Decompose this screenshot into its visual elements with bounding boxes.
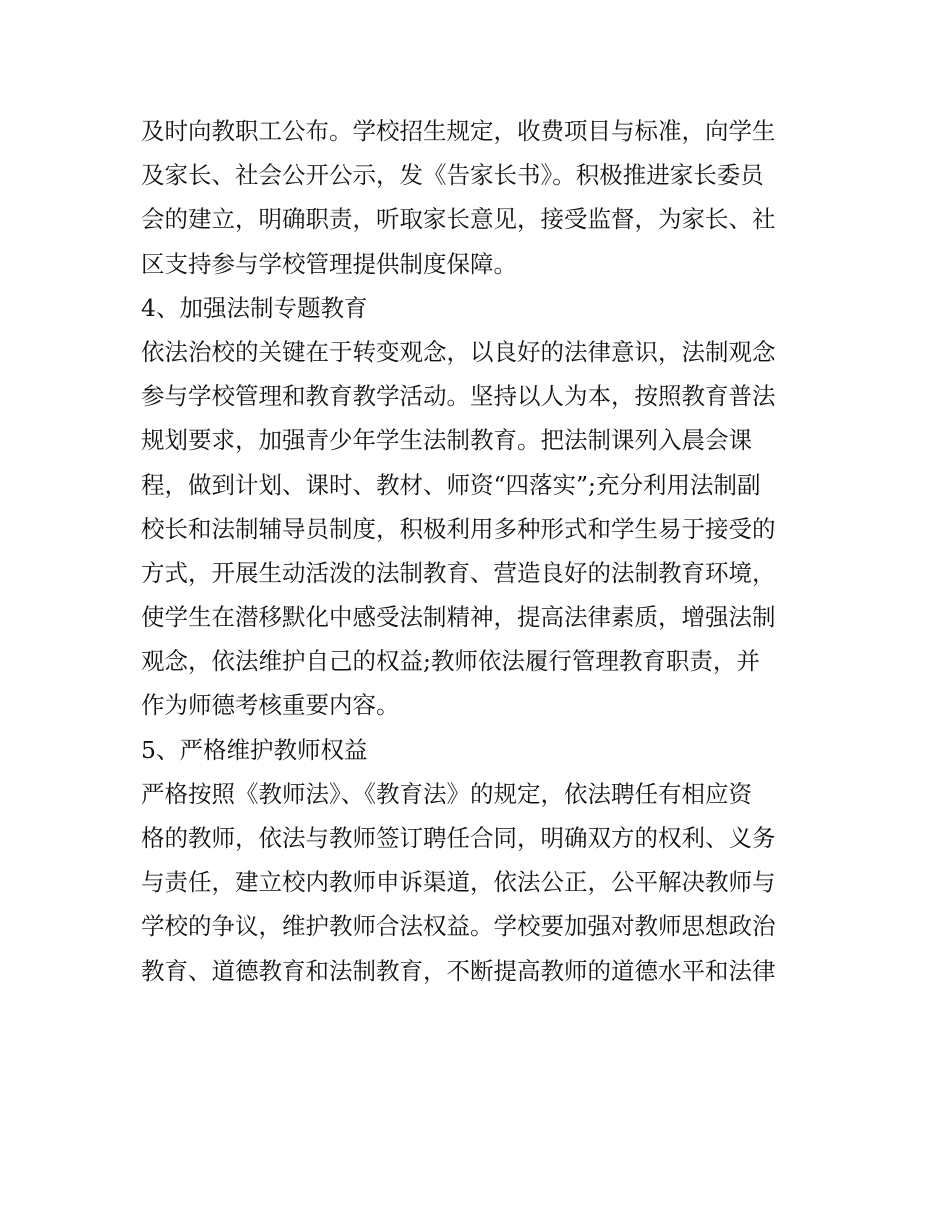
- text-line: 与责任，建立校内教师申诉渠道，依法公正，公平解决教师与: [141, 868, 776, 897]
- text-line: 教育、道德教育和法制教育，不断提高教师的道德水平和法律: [141, 956, 776, 985]
- text-line: 格的教师，依法与教师签订聘任合同，明确双方的权利、义务: [141, 824, 776, 852]
- text-line: 依法治校的关键在于转变观念，以良好的法律意识，法制观念: [141, 337, 776, 366]
- text-line: 作为师德考核重要内容。: [141, 691, 400, 720]
- text-line: 参与学校管理和教育教学活动。坚持以人为本，按照教育普法: [141, 382, 776, 411]
- text-line: 会的建立，明确职责，听取家长意见，接受监督，为家长、社: [141, 205, 776, 234]
- text-line: 及家长、社会公开公示，发《告家长书》。积极推进家长委员: [141, 161, 764, 190]
- text-line: 程，做到计划、课时、教材、师资“四落实”;充分利用法制副: [141, 470, 761, 499]
- text-line: 方式，开展生动活泼的法制教育、营造良好的法制教育环境，: [141, 558, 776, 587]
- text-line: 区支持参与学校管理提供制度保障。: [141, 249, 517, 278]
- document-body: [141, 109, 821, 993]
- text-line: 及时向教职工公布。学校招生规定，收费项目与标准，向学生: [141, 117, 776, 145]
- section-heading: 5、严格维护教师权益: [141, 735, 368, 764]
- text-line: 观念，依法维护自己的权益;教师依法履行管理教育职责，并: [141, 647, 760, 676]
- text-line: 规划要求，加强青少年学生法制教育。把法制课列入晨会课: [141, 426, 752, 455]
- text-line: 学校的争议，维护教师合法权益。学校要加强对教师思想政治: [141, 912, 776, 941]
- text-line: 校长和法制辅导员制度，积极利用多种形式和学生易于接受的: [141, 514, 776, 543]
- text-line: 严格按照《教师法》、《教育法》的规定，依法聘任有相应资: [141, 779, 752, 808]
- section-heading: 4、加强法制专题教育: [141, 293, 368, 322]
- text-line: 使学生在潜移默化中感受法制精神，提高法律素质，增强法制: [141, 603, 776, 632]
